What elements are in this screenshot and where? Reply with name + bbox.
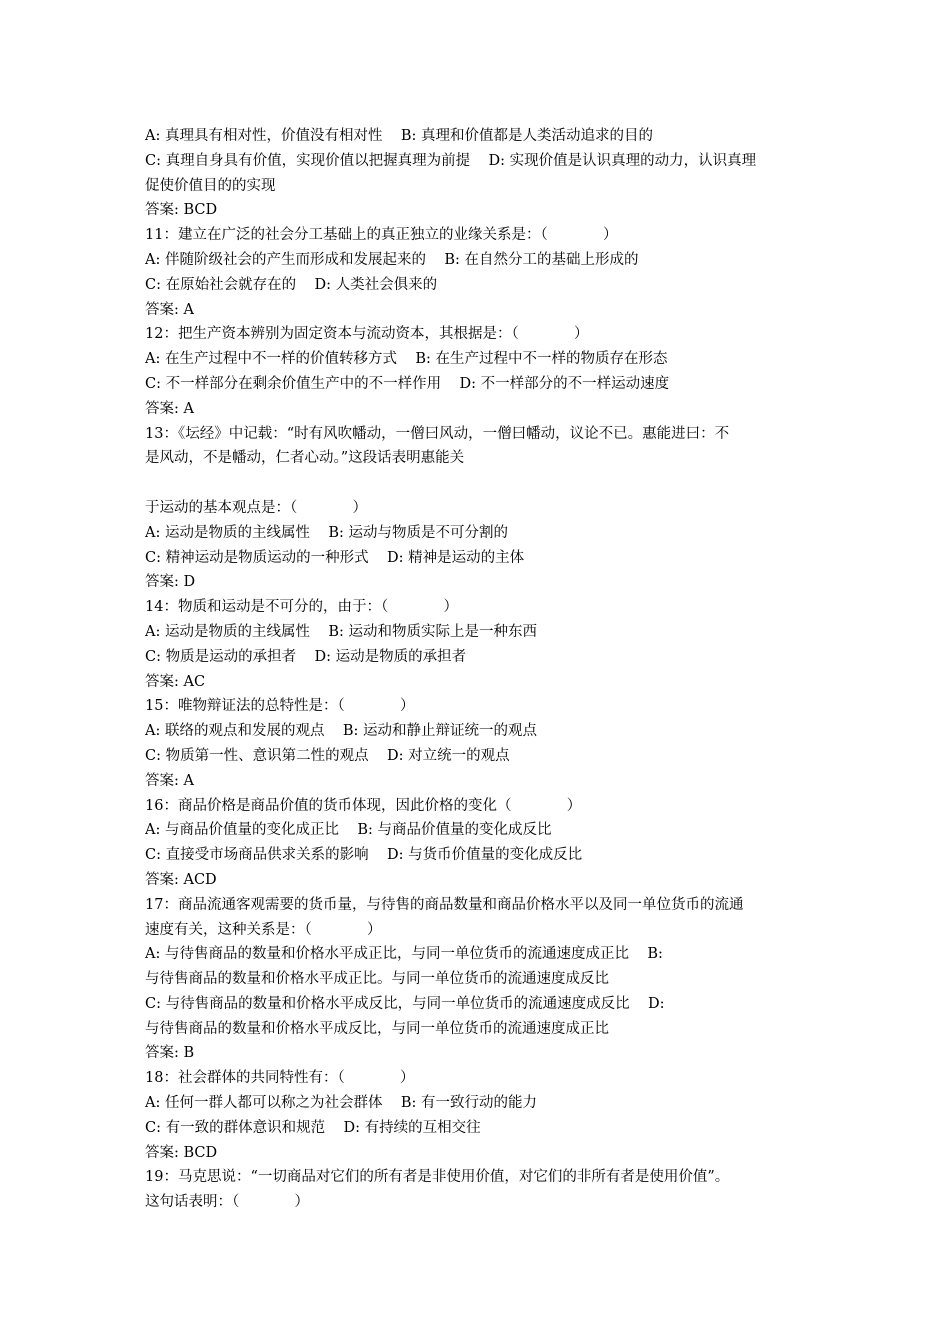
answer-line: 答案: BCD	[145, 202, 218, 219]
answer-line: 答案: BCD	[145, 1144, 218, 1161]
option-line: C: 物质是运动的承担者 D: 运动是物质的承担者	[145, 648, 467, 665]
option-line: A: 在生产过程中不一样的价值转移方式 B: 在生产过程中不一样的物质存在形态	[145, 351, 668, 368]
option-line: A: 与待售商品的数量和价格水平成正比，与同一单位货币的流通速度成正比 B:	[145, 946, 663, 963]
question-line: 这句话表明：（ ）	[145, 1194, 310, 1211]
option-line: A: 运动是物质的主线属性 B: 运动和物质实际上是一种东西	[145, 623, 538, 640]
answer-line: 答案: ACD	[145, 871, 217, 888]
question-line: 13：《坛经》中记载：“时有风吹幡动，一僧曰风动，一僧曰幡动，议论不已。惠能进曰：不	[145, 425, 730, 442]
answer-line: 答案: B	[145, 1045, 195, 1062]
option-line: 与待售商品的数量和价格水平成正比。与同一单位货币的流通速度成反比	[145, 971, 609, 988]
answer-line: 答案: A	[145, 400, 194, 417]
option-line: C: 不一样部分在剩余价值生产中的不一样作用 D: 不一样部分的不一样运动速度	[145, 375, 670, 392]
option-line: C: 物质第一性、意识第二性的观点 D: 对立统一的观点	[145, 747, 510, 764]
option-line: A: 伴随阶级社会的产生而形成和发展起来的 B: 在自然分工的基础上形成的	[145, 251, 639, 268]
question-line: 19：马克思说：“一切商品对它们的所有者是非使用价值，对它们的非所有者是使用价值”。	[145, 1169, 730, 1186]
answer-line: 答案: A	[145, 772, 194, 789]
question-line: 16：商品价格是商品价值的货币体现，因此价格的变化（ ）	[145, 797, 582, 814]
option-line: A: 与商品价值量的变化成正比 B: 与商品价值量的变化成反比	[145, 822, 552, 839]
answer-line: 答案: D	[145, 574, 196, 591]
option-line: A: 运动是物质的主线属性 B: 运动与物质是不可分割的	[145, 524, 509, 541]
question-line: 17：商品流通客观需要的货币量，与待售的商品数量和商品价格水平以及同一单位货币的流通	[145, 896, 744, 913]
option-line: C: 直接受市场商品供求关系的影响 D: 与货币价值量的变化成反比	[145, 847, 583, 864]
option-line: A: 任何一群人都可以称之为社会群体 B: 有一致行动的能力	[145, 1095, 538, 1112]
option-line: C: 精神运动是物质运动的一种形式 D: 精神是运动的主体	[145, 549, 525, 566]
question-line: 14：物质和运动是不可分的，由于：（ ）	[145, 599, 459, 616]
answer-line: 答案: A	[145, 301, 194, 318]
question-line: 是风动，不是幡动，仁者心动。”这段话表明惠能关	[145, 450, 465, 467]
option-line: C: 在原始社会就存在的 D: 人类社会俱来的	[145, 276, 438, 293]
question-line: 12：把生产资本辨别为固定资本与流动资本，其根据是：（ ）	[145, 326, 589, 343]
answer-line: 答案: AC	[145, 673, 206, 690]
option-line: C: 有一致的群体意识和规范 D: 有持续的互相交往	[145, 1119, 481, 1136]
option-line: C: 与待售商品的数量和价格水平成反比，与同一单位货币的流通速度成反比 D:	[145, 995, 665, 1012]
question-line: 11：建立在广泛的社会分工基础上的真正独立的业缘关系是：（ ）	[145, 227, 618, 244]
text-line: 促使价值目的的实现	[145, 177, 276, 194]
blank-line	[145, 471, 815, 496]
option-line: A: 联络的观点和发展的观点 B: 运动和静止辩证统一的观点	[145, 723, 538, 740]
question-line: 15：唯物辩证法的总特性是：（ ）	[145, 698, 415, 715]
question-line: 18：社会群体的共同特性有：（ ）	[145, 1070, 415, 1087]
text-line: C: 真理自身具有价值，实现价值以把握真理为前提 D: 实现价值是认识真理的动力，认识真理	[145, 152, 757, 169]
question-line: 于运动的基本观点是：（ ）	[145, 499, 368, 516]
document-body	[145, 124, 815, 1215]
text-line: A: 真理具有相对性，价值没有相对性 B: 真理和价值都是人类活动追求的目的	[145, 128, 654, 144]
option-line: 与待售商品的数量和价格水平成反比，与同一单位货币的流通速度成正比	[145, 1020, 609, 1037]
question-line: 速度有关，这种关系是：（ ）	[145, 921, 382, 938]
